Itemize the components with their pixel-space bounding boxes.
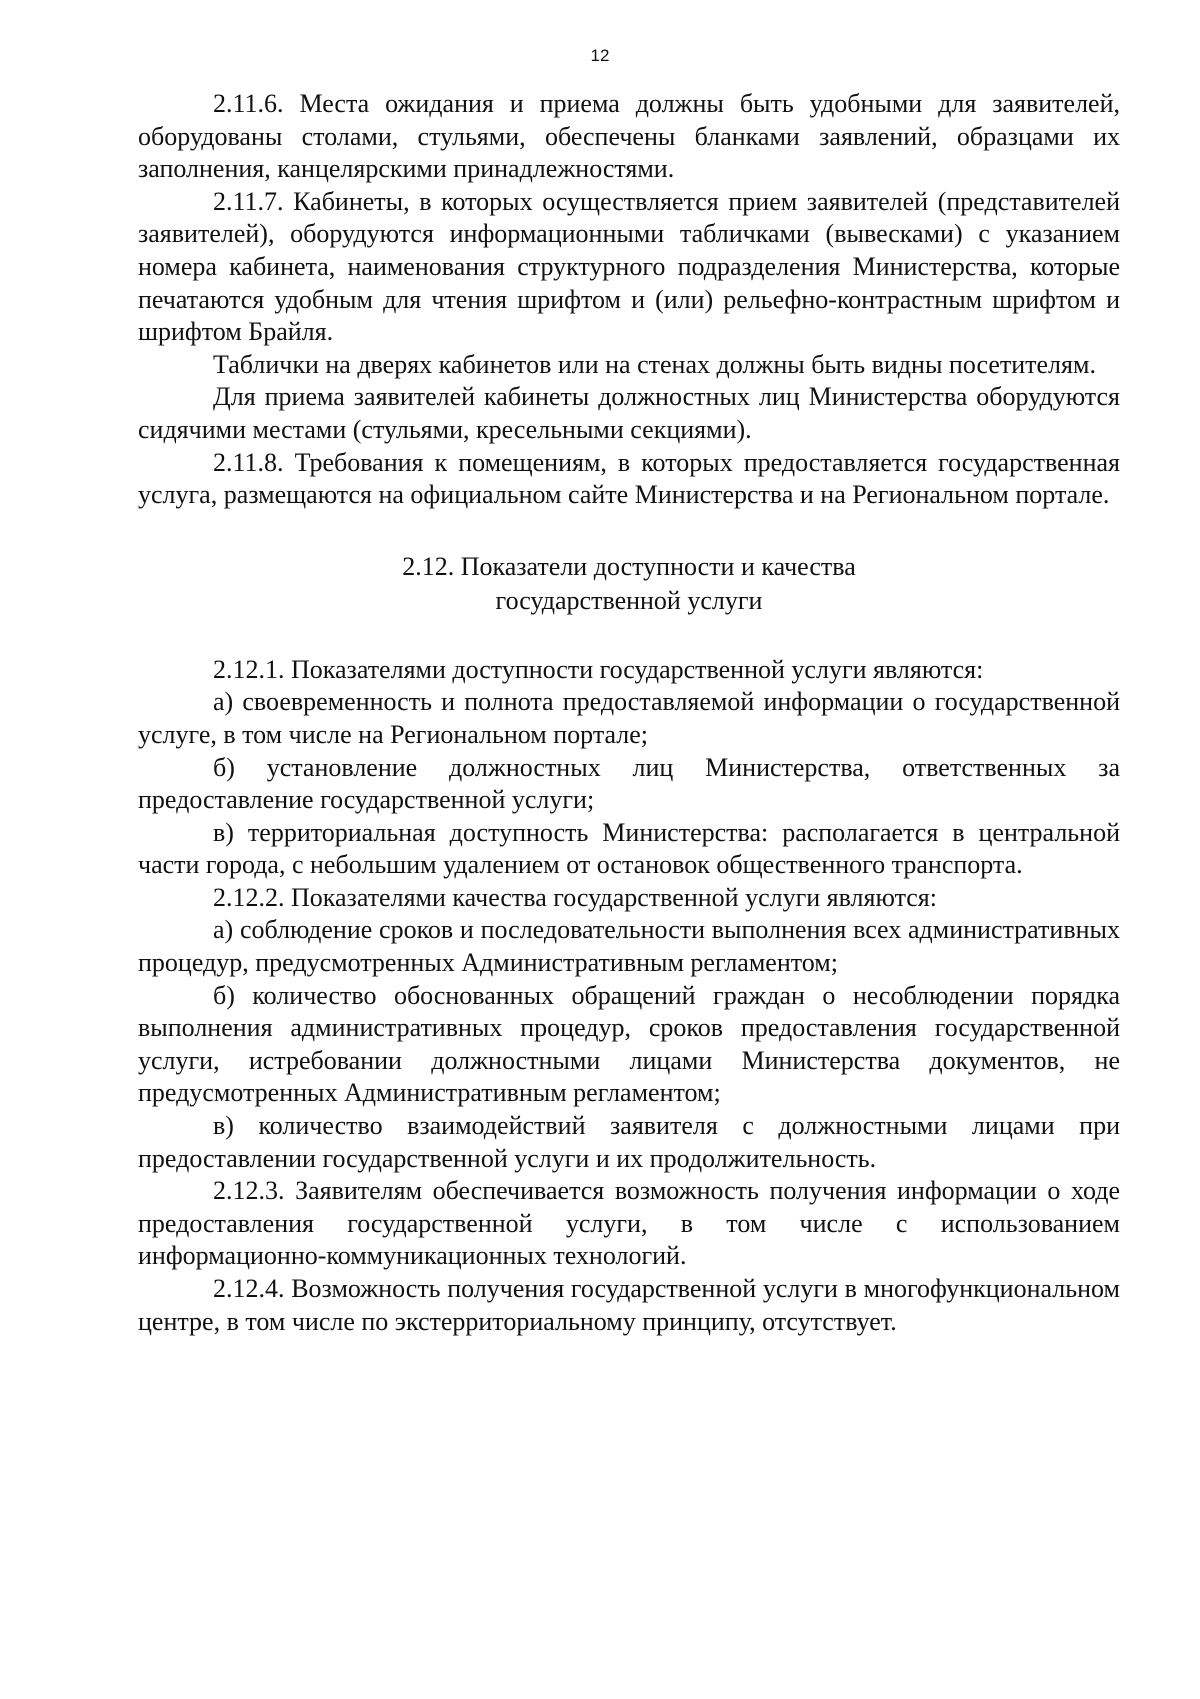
- paragraph-2-11-7: 2.11.7. Кабинеты, в которых осуществляется прием заявителей (представителей заявителей), оборудуются информационными табличками (вывесками) с указанием номера кабинета, наименования структурного подразделения Министерства, которые печатаются удобным для чтения шрифтом и (или) рельефно-контрастным шрифтом и шрифтом Брайля.: [138, 186, 1120, 347]
- list-item-2-12-2-v: в) количество взаимодействий заявителя с должностными лицами при предоставлении государственной услуги и их продолжительность.: [138, 1111, 1120, 1173]
- paragraph-2-12-3: 2.12.3. Заявителям обеспечивается возможность получения информации о ходе предоставления государственной услуги, в том числе с использованием информационно-коммуникационных технологий.: [138, 1176, 1120, 1271]
- page-number: 12: [590, 46, 610, 65]
- list-item-2-12-1-b: б) установление должностных лиц Министерства, ответственных за предоставление государственной услуги;: [138, 752, 1120, 815]
- paragraph-seating: Для приема заявителей кабинеты должностных лиц Министерства оборудуются сидячими местами (стульями, кресельными секциями).: [138, 382, 1120, 444]
- paragraph-2-11-8: 2.11.8. Требования к помещениям, в которых предоставляется государственная услуга, размещаются на официальном сайте Министерства и на Региональном портале.: [138, 447, 1120, 510]
- paragraph-2-12-1: 2.12.1. Показателями доступности государственной услуги являются:: [213, 654, 984, 684]
- section-heading-line1: 2.12. Показатели доступности и качества: [402, 551, 856, 581]
- paragraph-2-11-6: 2.11.6. Места ожидания и приема должны быть удобными для заявителей, оборудованы столами, стульями, обеспечены бланками заявлений, образцами их заполнения, канцелярскими принадлежностями.: [138, 89, 1120, 184]
- paragraph-2-12-2: 2.12.2. Показателями качества государственной услуги являются:: [213, 882, 937, 912]
- paragraph-2-12-4: 2.12.4. Возможность получения государственной услуги в многофункциональном центре, в том числе по экстерриториальному принципу, отсутствует.: [138, 1274, 1120, 1336]
- list-item-2-12-2-b: б) количество обоснованных обращений граждан о несоблюдении порядка выполнения административных процедур, сроков предоставления государственной услуги, истребовании должностными лицами Министерства документов, не предусмотренных Административным регламентом;: [138, 980, 1120, 1108]
- list-item-2-12-1-a: а) своевременность и полнота предоставляемой информации о государственной услуге, в том числе на Региональном портале;: [138, 687, 1120, 749]
- list-item-2-12-1-v: в) территориальная доступность Министерства: располагается в центральной части города, с небольшим удалением от остановок общественного транспорта.: [138, 817, 1120, 880]
- document-body: [138, 88, 1120, 1338]
- section-heading-line2: государственной услуги: [495, 585, 763, 615]
- list-item-2-12-2-a: а) соблюдение сроков и последовательности выполнения всех административных процедур, предусмотренных Административным регламентом;: [138, 915, 1120, 978]
- section-heading: [138, 550, 1120, 618]
- paragraph-signs: Таблички на дверях кабинетов или на стенах должны быть видны посетителям.: [213, 349, 1096, 379]
